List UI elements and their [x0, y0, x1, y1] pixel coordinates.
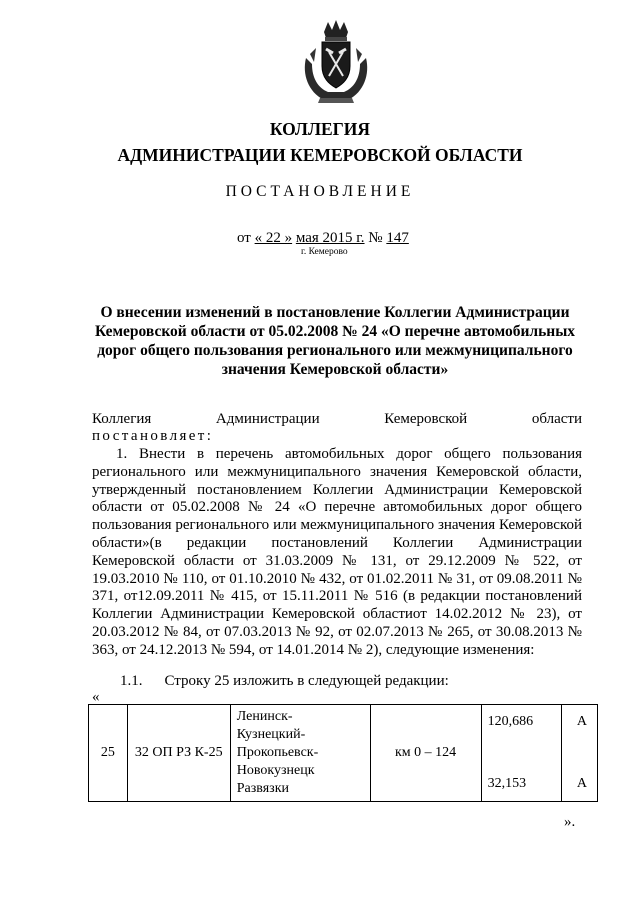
- org-title-line1: КОЛЛЕГИЯ: [269, 119, 371, 139]
- date-day: « 22 »: [254, 230, 293, 246]
- org-title-line2: АДМИНИСТРАЦИИ КЕМЕРОВСКОЙ ОБЛАСТИ: [117, 145, 523, 165]
- cell-road-code: 32 ОП РЗ К-25: [127, 705, 230, 802]
- document-type: ПОСТАНОВЛЕНИЕ: [225, 183, 415, 200]
- number-sign: №: [368, 230, 383, 246]
- road-name-line: Новокузнецк: [236, 763, 315, 778]
- cell-road-name: [230, 705, 370, 802]
- quote-open: «: [92, 689, 100, 705]
- document-dateline: [237, 230, 409, 247]
- table-row: [89, 705, 598, 802]
- category-value-1: А: [576, 714, 587, 729]
- road-name-line: Кузнецкий-: [236, 727, 306, 742]
- cell-category: [562, 705, 598, 802]
- document-subject: О внесении изменений в постановление Коллегии Администрации Кемеровской области от 05.02.2008 № 24 «О перечне автомобильных дорог общего пользования регионального или межмуниципального значения Кемеровской области»: [94, 304, 576, 378]
- item-1-paragraph: [92, 446, 582, 660]
- quote-close: ».: [564, 814, 576, 830]
- item-1-1-number: 1.1.: [120, 673, 143, 689]
- document-city: г. Кемерово: [301, 247, 348, 257]
- road-name-line: Развязки: [236, 781, 289, 796]
- road-name-line: Прокопьевск-: [236, 745, 319, 760]
- road-name-line: Ленинск-: [236, 709, 293, 724]
- roads-table: [88, 704, 598, 802]
- cell-km-range: км 0 – 124: [370, 705, 481, 802]
- preamble-line2: постановляет:: [92, 428, 214, 444]
- coat-of-arms-emblem: [300, 18, 372, 104]
- item-1-1-text: Строку 25 изложить в следующей редакции:: [164, 673, 449, 689]
- document-number: 147: [386, 230, 409, 246]
- date-prefix: от: [237, 230, 251, 246]
- date-month-year: мая 2015 г.: [295, 230, 365, 246]
- item-1-text: 1. Внести в перечень автомобильных дорог общего пользования регионального или межмуниципального значения Кемеровской области, утвержденный постановлением Коллегии Администрации Кемеровской области от 05.02.2008 № 24 «О перечне автомобильных дорог общего пользования регионального или межмуниципального значения Кемеровской области»(в редакции постановлений Коллегии Администрации Кемеровской области от 31.03.2009 № 131, от 29.12.2009 № 522, от 19.03.2010 № 110, от 01.10.2010 № 432, от 01.02.2011 № 31, от 09.08.2011 № 371, от12.09.2011 № 415, от 15.11.2011 № 516 (в редакции постановлений Коллегии Администрации Кемеровской областиот 14.02.2012 № 23), от 20.03.2012 № 84, от 07.03.2013 № 92, от 02.07.2013 № 265, от 30.08.2013 № 363, от 24.12.2013 № 594, от 14.01.2014 № 2), следующие изменения:: [92, 446, 582, 658]
- category-value-2: А: [576, 776, 587, 791]
- length-value-2: 32,153: [487, 776, 527, 791]
- length-value-1: 120,686: [487, 714, 534, 729]
- cell-row-number: 25: [89, 705, 128, 802]
- preamble-line1: Коллегия Администрации Кемеровской области: [92, 411, 582, 427]
- item-1-1: [120, 673, 449, 690]
- cell-length: [481, 705, 562, 802]
